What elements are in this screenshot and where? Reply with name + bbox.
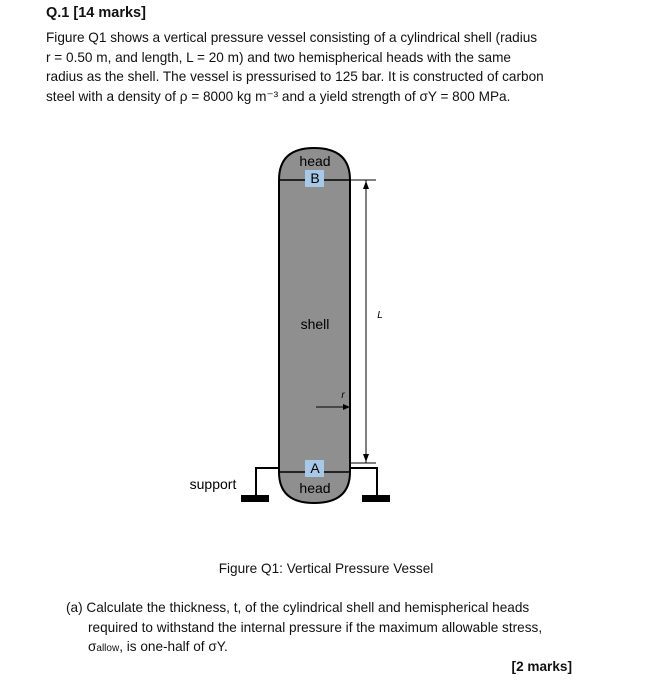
part-a-line <box>66 637 586 659</box>
intro-line: steel with a density of ρ = 8000 kg m⁻³ and a yield strength of σY = 800 MPa. <box>46 88 511 104</box>
sigma-subscript: allow <box>96 643 120 654</box>
label-length: L <box>377 310 383 321</box>
label-radius: r <box>341 390 345 401</box>
label-a: A <box>310 460 320 476</box>
label-head-top: head <box>299 153 331 169</box>
support-right-foot <box>362 495 390 502</box>
marks-label: [2 marks] <box>511 659 572 674</box>
label-support: support <box>189 476 237 492</box>
label-b: B <box>310 170 320 186</box>
intro-line: Figure Q1 shows a vertical pressure vessel consisting of a cylindrical shell (radius <box>46 30 538 45</box>
part-a-question <box>66 598 586 659</box>
part-a-line: required to withstand the internal pressure if the maximum allowable stress, <box>88 619 543 635</box>
part-a-line: (a) Calculate the thickness, t, of the cylindrical shell and hemispherical heads <box>66 600 530 615</box>
question-title: Q.1 [14 marks] <box>46 5 146 21</box>
support-left-foot <box>241 495 269 502</box>
length-arrowhead-bottom <box>363 454 369 462</box>
part-a-line-rest: , is one-half of σY. <box>119 639 228 654</box>
label-shell: shell <box>300 316 330 332</box>
intro-line: r = 0.50 m, and length, L = 20 m) and two hemispherical heads with the same <box>46 49 511 65</box>
intro-line: radius as the shell. The vessel is pressurised to 125 bar. It is constructed of carbon <box>46 69 544 84</box>
length-arrowhead-top <box>363 181 369 189</box>
sigma-symbol: σ <box>88 639 97 654</box>
figure-caption: Figure Q1: Vertical Pressure Vessel <box>218 561 434 576</box>
label-head-bottom: head <box>299 480 331 496</box>
